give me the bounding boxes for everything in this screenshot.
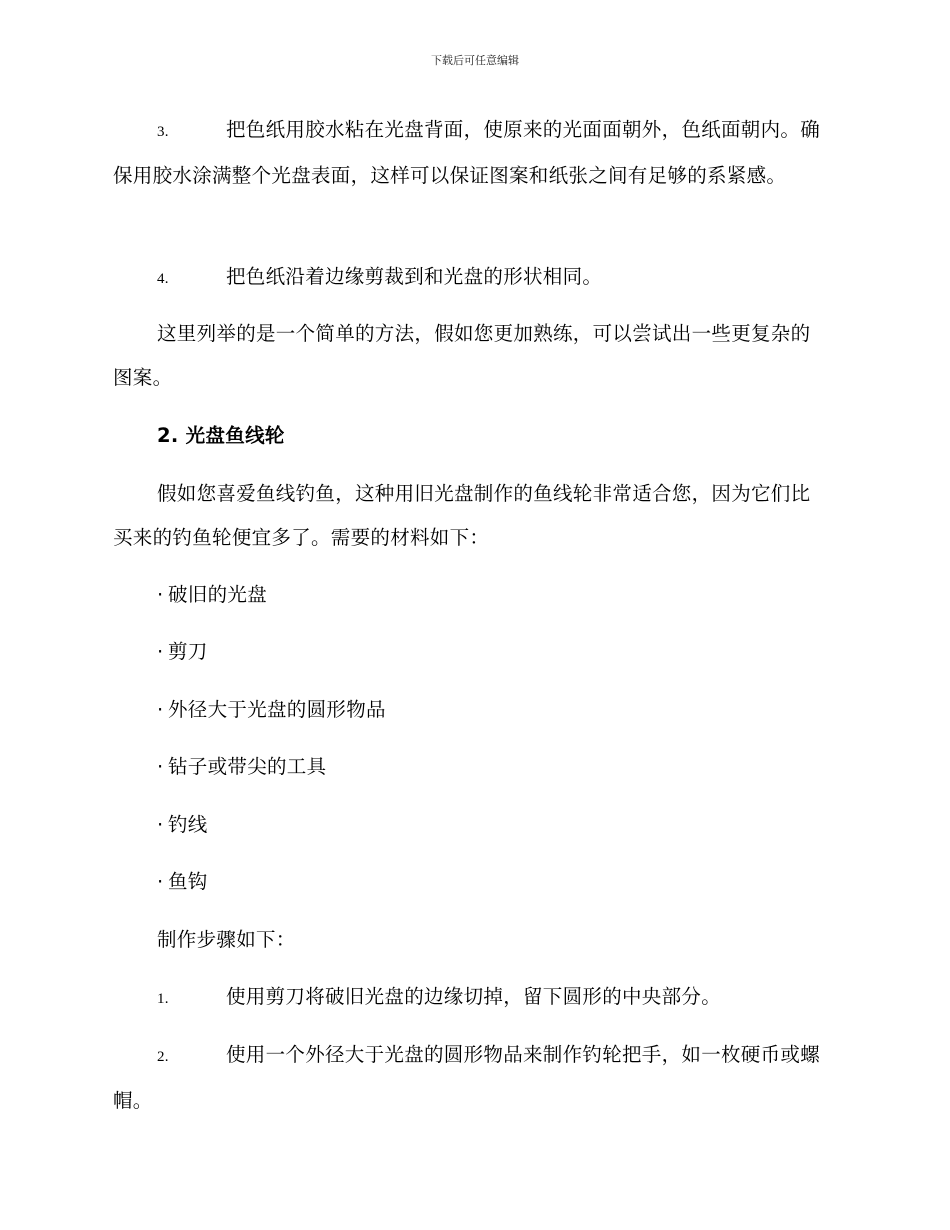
list-item	[113, 745, 874, 789]
intro-paragraph: 假如您喜爱鱼线钓鱼，这种用旧光盘制作的鱼线轮非常适合您，因为它们比买来的钓鱼轮便宜多了。需要的材料如下：	[113, 482, 811, 549]
step-number: 2.	[157, 1049, 169, 1065]
step-text: 把色纸沿着边缘剪裁到和光盘的形状相同。	[226, 265, 603, 288]
list-item	[113, 860, 874, 904]
step-text: 使用一个外径大于光盘的圆形物品来制作钓轮把手，如一枚硬币或螺帽。	[113, 1043, 821, 1112]
list-item	[113, 688, 874, 732]
step-2-paragraph	[113, 1033, 830, 1123]
bullet-symbol: ·	[157, 640, 164, 663]
list-item-text: 剪刀	[168, 640, 208, 663]
step-text: 把色纸用胶水粘在光盘背面，使原来的光面面朝外，色纸面朝内。确保用胶水涂满整个光盘表面，这样可以保证图案和纸张之间有足够的系紧感。	[113, 118, 821, 187]
bullet-symbol: ·	[157, 698, 164, 721]
steps-intro: 制作步骤如下：	[157, 928, 296, 951]
list-item	[113, 573, 874, 617]
step-1-paragraph	[113, 975, 830, 1021]
step-number: 1.	[157, 991, 169, 1007]
list-item-text: 钓线	[168, 813, 208, 836]
list-item-text: 破旧的光盘	[168, 583, 268, 606]
step-number: 3.	[157, 124, 169, 140]
bullet-symbol: ·	[157, 813, 164, 836]
step-text: 使用剪刀将破旧光盘的边缘切掉，留下圆形的中央部分。	[226, 985, 722, 1008]
page-header: 下载后可任意编辑	[431, 54, 519, 67]
step-4-paragraph	[113, 255, 830, 301]
step-number: 4.	[157, 271, 169, 287]
list-item	[113, 803, 874, 847]
step-3-paragraph	[113, 108, 830, 198]
list-item	[113, 630, 874, 674]
list-item-text: 钻子或带尖的工具	[168, 755, 327, 778]
list-item-text: 外径大于光盘的圆形物品	[168, 698, 386, 721]
note-paragraph: 这里列举的是一个简单的方法，假如您更加熟练，可以尝试出一些更复杂的图案。	[113, 322, 811, 389]
section-heading: 2. 光盘鱼线轮	[157, 424, 285, 447]
list-item-text: 鱼钩	[168, 870, 208, 893]
bullet-symbol: ·	[157, 583, 164, 606]
bullet-symbol: ·	[157, 870, 164, 893]
bullet-symbol: ·	[157, 755, 164, 778]
